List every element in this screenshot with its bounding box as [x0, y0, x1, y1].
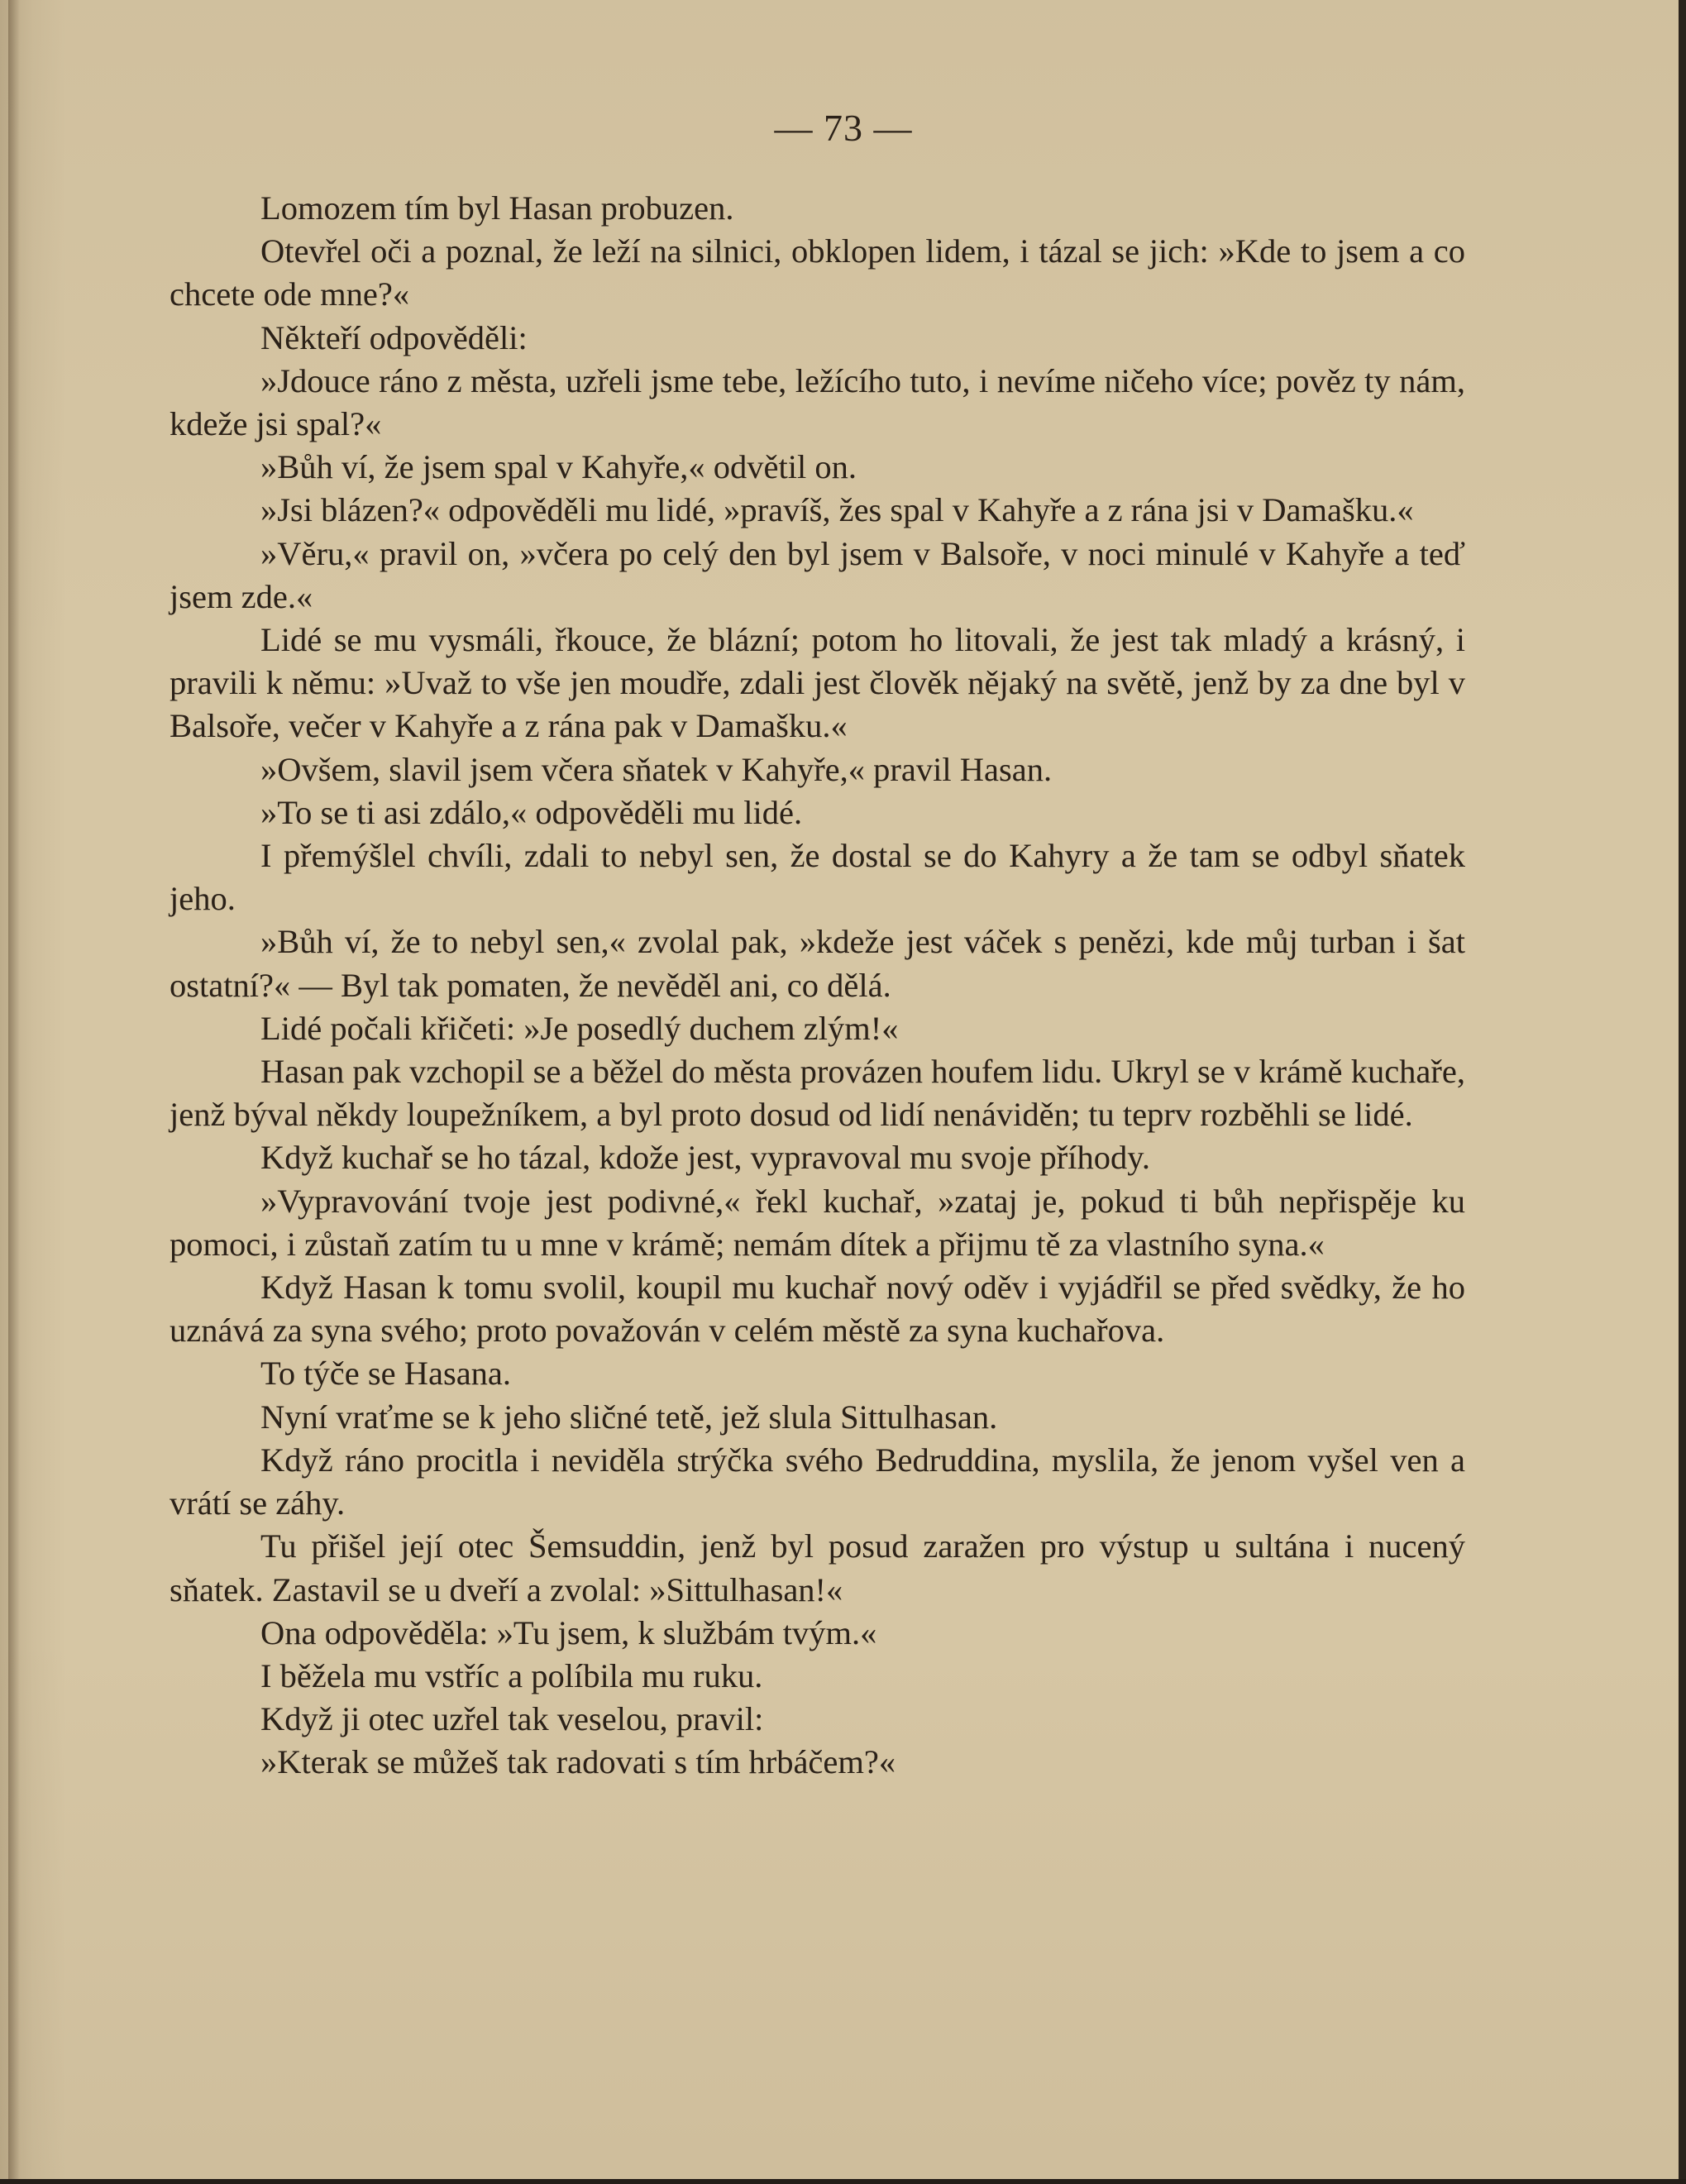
scan-edge-bottom — [0, 2179, 1686, 2184]
paragraph: Lidé se mu vysmáli, řkouce, že blázní; potom ho litovali, že jest tak mladý a krásný, i pravili k němu: »Uvaž to vše jen moudře, zdali jest člověk nějaký na světě, jenž by za dne byl v Balsoře, večer v Kahyře a z rána pak v Damašku.« — [170, 621, 1465, 745]
body-text — [170, 187, 1465, 1785]
page-number: — 73 — — [774, 107, 913, 149]
paragraph: Otevřel oči a poznal, že leží na silnici, obklopen lidem, i tázal se jich: »Kde to jsem a co chcete ode mne?« — [170, 232, 1465, 313]
paragraph: Ona odpověděla: »Tu jsem, k službám tvým.« — [260, 1613, 877, 1651]
paragraph: »Bůh ví, že to nebyl sen,« zvolal pak, »kdeže jest váček s penězi, kde můj turban i šat ostatní?« — Byl tak pomaten, že nevěděl ani, co dělá. — [170, 923, 1465, 1004]
paragraph: »Ovšem, slavil jsem včera sňatek v Kahyře,« pravil Hasan. — [260, 750, 1053, 788]
paragraph: »To se ti asi zdálo,« odpověděli mu lidé. — [260, 793, 803, 831]
paragraph: I běžela mu vstříc a políbila mu ruku. — [260, 1656, 763, 1694]
paragraph: »Bůh ví, že jsem spal v Kahyře,« odvětil on. — [260, 448, 857, 486]
paragraph: Lidé počali křičeti: »Je posedlý duchem zlým!« — [260, 1009, 899, 1047]
spine-shadow — [8, 0, 20, 2180]
paragraph: »Věru,« pravil on, »včera po celý den byl jsem v Balsoře, v noci minulé v Kahyře a teď jsem zde.« — [170, 534, 1465, 615]
paragraph: »Jsi blázen?« odpověděli mu lidé, »pravíš, žes spal v Kahyře a z rána jsi v Damašku.« — [260, 491, 1414, 529]
paragraph: To týče se Hasana. — [260, 1355, 512, 1393]
paragraph: »Vypravování tvoje jest podivné,« řekl kuchař, »zataj je, pokud ti bůh nepřispěje ku pomoci, i zůstaň zatím tu u mne v krámě; nemám dítek a přijmu tě za vlastního syna.« — [170, 1182, 1465, 1263]
paragraph: I přemýšlel chvíli, zdali to nebyl sen, že dostal se do Kahyry a že tam se odbyl sňatek jeho. — [170, 837, 1465, 918]
paragraph: Když Hasan k tomu svolil, koupil mu kuchař nový oděv i vyjádřil se před svědky, že ho uznává za syna svého; proto považován v celém městě za syna kuchařova. — [170, 1269, 1465, 1350]
paragraph: Když kuchař se ho tázal, kdože jest, vypravoval mu svoje příhody. — [260, 1139, 1150, 1177]
paragraph: Tu přišel její otec Šemsuddin, jenž byl posud zaražen pro výstup u sultána i nucený sňatek. Zastavil se u dveří a zvolal: »Sittulhasan!« — [170, 1527, 1465, 1608]
paragraph: Lomozem tím byl Hasan probuzen. — [260, 189, 734, 227]
paragraph: Hasan pak vzchopil se a běžel do města provázen houfem lidu. Ukryl se v krámě kuchaře, jenž býval někdy loupežníkem, a byl proto dosud od lidí nenáviděn; tu teprv rozběhli se lidé. — [170, 1053, 1465, 1134]
paragraph: »Kterak se můžeš tak radovati s tím hrbáčem?« — [260, 1743, 896, 1781]
scan-edge-right — [1679, 0, 1686, 2184]
paragraph: Když ji otec uzřel tak veselou, pravil: — [260, 1700, 764, 1738]
paragraph: Nyní vraťme se k jeho sličné tetě, jež slula Sittulhasan. — [260, 1398, 998, 1436]
paragraph: Někteří odpověděli: — [260, 318, 528, 356]
paragraph: Když ráno procitla i neviděla strýčka svého Bedruddina, myslila, že jenom vyšel ven a vrátí se záhy. — [170, 1441, 1465, 1522]
paragraph: »Jdouce ráno z města, uzřeli jsme tebe, ležícího tuto, i nevíme ničeho více; pověz ty nám, kdeže jsi spal?« — [170, 361, 1465, 443]
